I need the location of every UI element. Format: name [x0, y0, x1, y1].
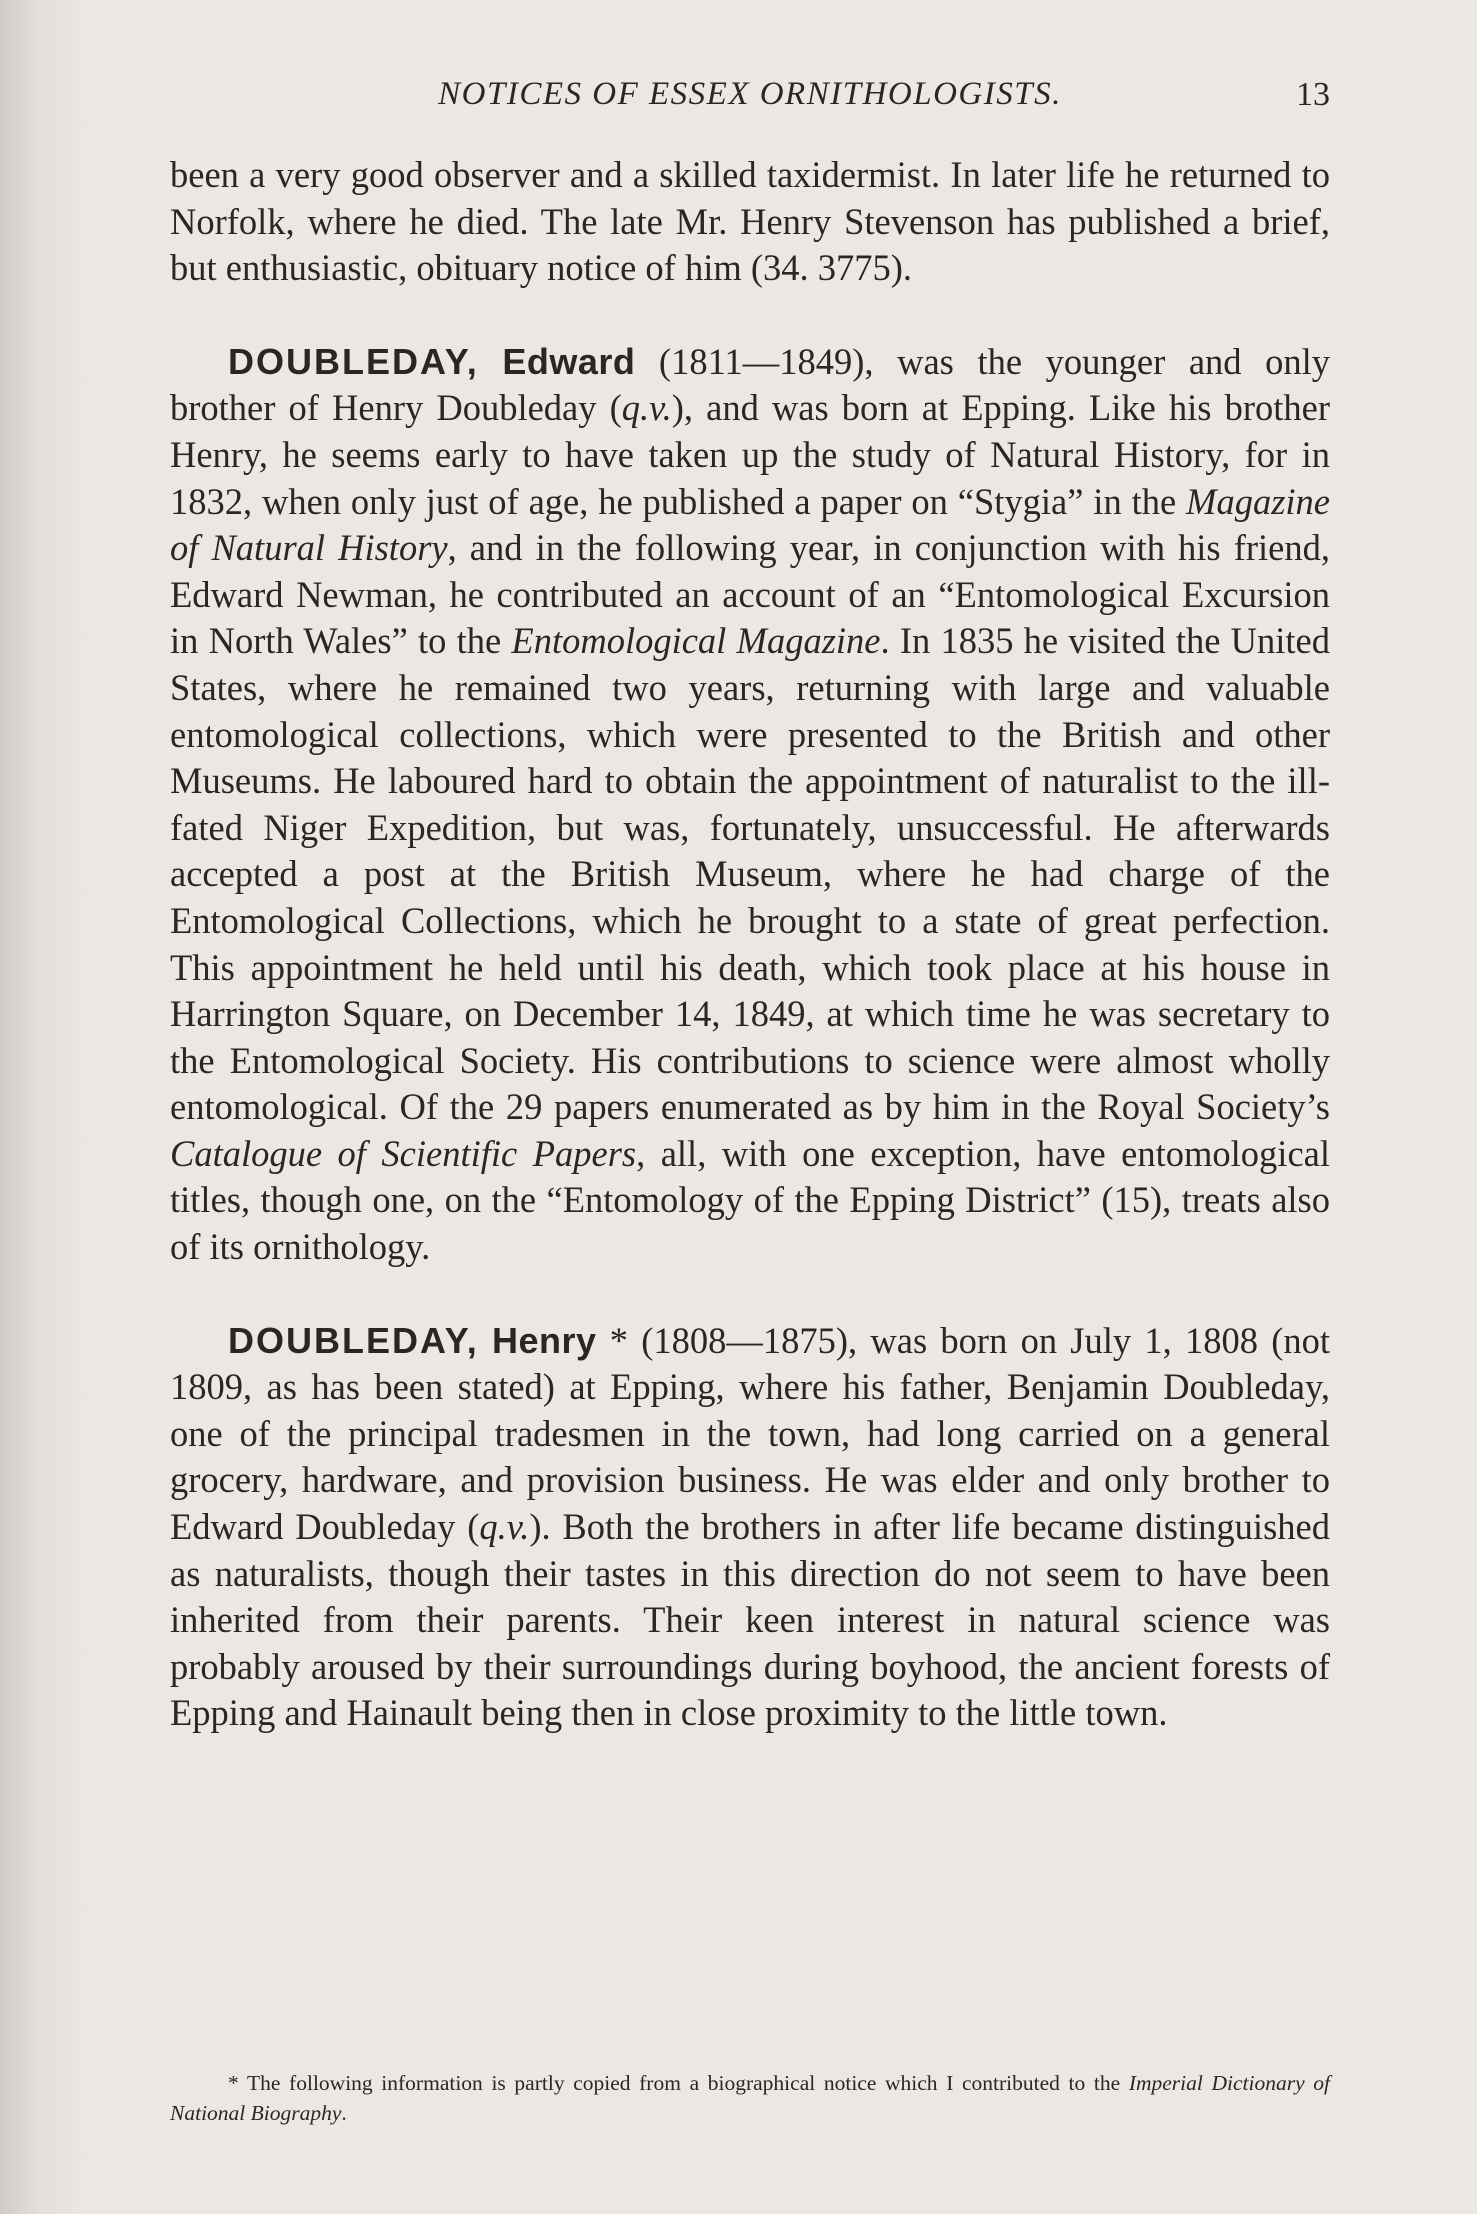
qv-reference: q.v.: [479, 1506, 530, 1548]
entry-text: (1811—1849), was the younger and only brother of Henry Doubleday (: [170, 340, 1330, 429]
entry-text: , and in the following year, in conjunction with his friend, Edward Newman, he contributed an account of an “Entomological Excursion in North Wales” to the: [170, 527, 1330, 662]
journal-title: Magazine of Natural History: [170, 480, 1330, 569]
footnote: [170, 2068, 1330, 2128]
footnote-text: * The following information is partly copied from a biographical notice which I contributed to the: [228, 2071, 1129, 2095]
footnote-text: .: [341, 2101, 347, 2125]
entry-surname: DOUBLEDAY,: [228, 340, 479, 382]
entry-text: , all, with one exception, have entomological titles, though one, on the “Entomology of the Epping District” (15), treats also of its ornithology.: [170, 1132, 1330, 1268]
footnote-mark: *: [596, 1319, 629, 1361]
entry-text: (1808—1875), was born on July 1, 1808 (not 1809, as has been stated) at Epping, where his father, Benjamin Doubleday, one of the principal tradesmen in the town, had long carried on a general grocery, hardware, and provision business. He was elder and only brother to Edward Doubleday (: [170, 1319, 1331, 1548]
entry-text: ), and was born at Epping. Like his brother Henry, he seems early to have taken up the study of Natural History, for in 1832, when only just of age, he published a paper on “Stygia” in the: [170, 387, 1331, 522]
entry-henry-doubleday: [170, 1318, 1330, 1737]
entry-given-name: Henry: [491, 1319, 597, 1361]
entry-text: ). Both the brothers in after life became distinguished as naturalists, though their tastes in this direction do not seem to have been inherited from their parents. Their keen interest in natural science was probably aroused by their surroundings during boyhood, the ancient forests of Epping and Hainault being then in close proximity to the little town.: [170, 1506, 1330, 1734]
journal-title: Entomological Magazine: [511, 620, 881, 662]
main-text: [170, 152, 1330, 1737]
entry-text: . In 1835 he visited the United States, where he remained two years, returning with large and valuable entomological collections, which were presented to the British and other Museums. He laboured hard to obtain the appointment of naturalist to the ill-fated Niger Expedition, but was, fortunately, unsuccessful. He afterwards accepted a post at the British Museum, where he had charge of the Entomological Collections, which he brought to a state of great perfection. This appointment he held until his death, which took place at his house in Harrington Square, on December 14, 1849, at which time he was secretary to the Entomological Society. His contributions to science were almost wholly entomological. Of the 29 papers enumerated as by him in the Royal Society’s: [170, 620, 1331, 1128]
running-head: [170, 70, 1330, 130]
page-number: 13: [1296, 76, 1330, 113]
entry-edward-doubleday: [170, 339, 1330, 1271]
entry-surname: DOUBLEDAY,: [228, 1319, 479, 1361]
running-head-title: NOTICES OF ESSEX ORNITHOLOGISTS.: [438, 76, 1062, 112]
paragraph-continuation: been a very good observer and a skilled taxidermist. In later life he returned to Norfolk, where he died. The late Mr. Henry Stevenson has published a brief, but enthusiastic, obituary notice of him (34. 3775).: [170, 154, 1330, 289]
qv-reference: q.v.: [621, 387, 672, 429]
entry-given-name: Edward: [502, 340, 636, 382]
footnote-work-title: Imperial Dictionary of National Biography: [170, 2071, 1330, 2125]
catalogue-title: Catalogue of Scientific Papers: [170, 1132, 637, 1174]
